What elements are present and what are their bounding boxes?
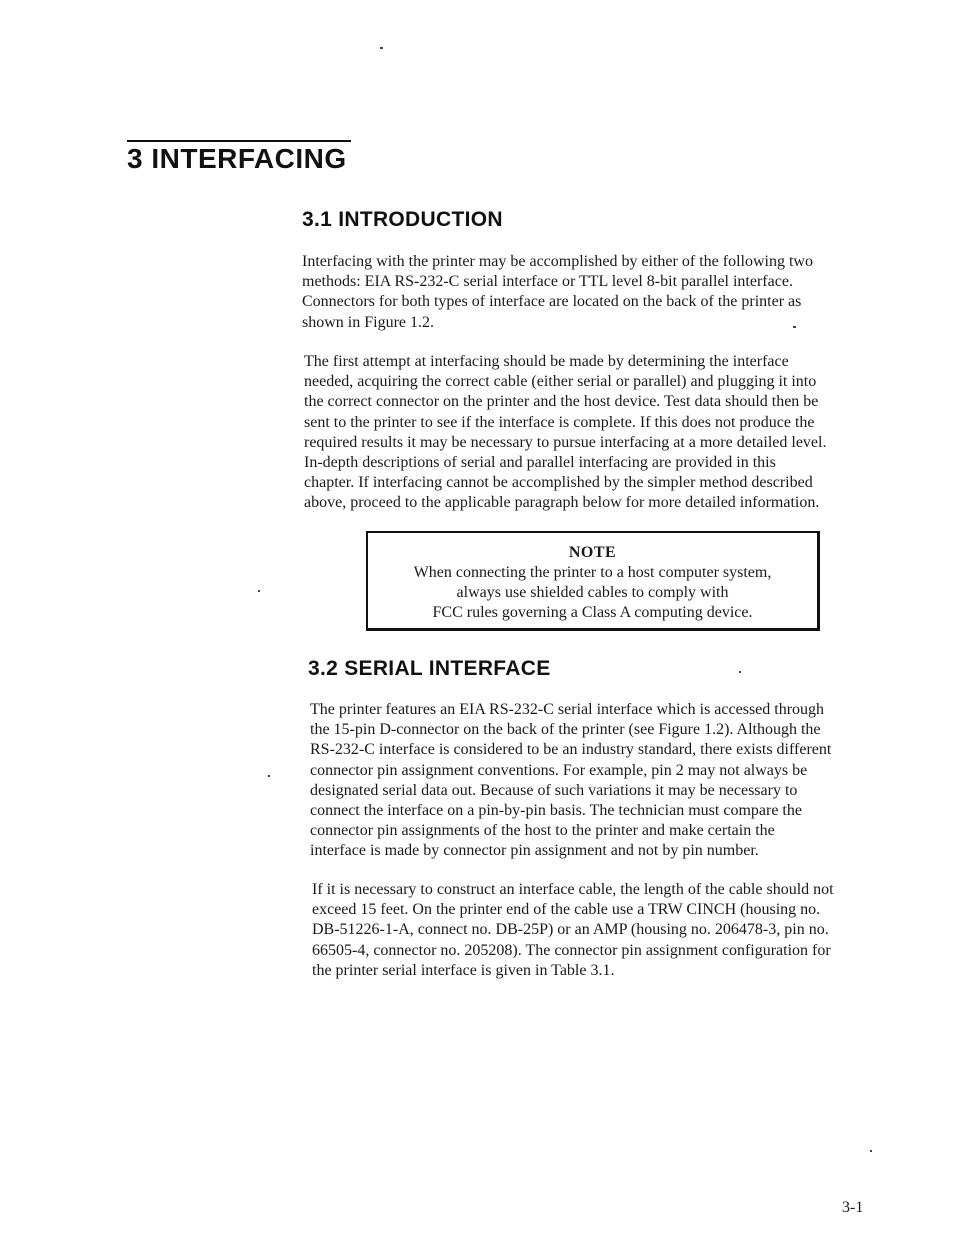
text-line: If it is necessary to construct an interface cable, the length of the cable should not xyxy=(312,881,834,898)
text-line: above, proceed to the applicable paragraph below for more detailed information. xyxy=(304,494,820,512)
note-text-line: When connecting the printer to a host computer system, xyxy=(413,564,772,581)
chapter-title: 3 INTERFACING xyxy=(127,143,347,174)
text-line: required results it may be necessary to pursue interfacing at a more detailed level. xyxy=(304,433,827,451)
text-line: The printer features an EIA RS-232-C serial interface which is accessed through xyxy=(310,701,825,718)
text-line: connector pin assignment conventions. For example, pin 2 may not always be xyxy=(310,761,808,779)
note-text-line: FCC rules governing a Class A computing device. xyxy=(432,604,753,621)
text-line: Interfacing with the printer may be accomplished by either of the following two xyxy=(302,253,813,270)
section-heading-introduction: 3.1 INTRODUCTION xyxy=(302,208,503,231)
text-line: chapter. If interfacing cannot be accomplished by the simpler method described xyxy=(304,474,813,492)
text-line: interface is made by connector pin assignment and not by pin number. xyxy=(310,842,759,860)
scan-speck xyxy=(380,47,383,49)
text-line: connector pin assignments of the host to the printer and make certain the xyxy=(310,822,775,840)
chapter-title-rule xyxy=(127,140,351,142)
text-line: methods: EIA RS-232-C serial interface or TTL level 8-bit parallel interface. xyxy=(302,273,793,291)
text-line: needed, acquiring the correct cable (either serial or parallel) and plugging it into xyxy=(304,373,817,391)
serial-paragraph-2 xyxy=(312,880,834,981)
scan-speck xyxy=(268,775,270,777)
note-box xyxy=(366,531,820,631)
scan-speck xyxy=(870,1150,872,1152)
note-text-line: always use shielded cables to comply with xyxy=(456,584,729,601)
section-heading-serial-interface: 3.2 SERIAL INTERFACE xyxy=(308,657,551,680)
text-line: Connectors for both types of interface are located on the back of the printer as xyxy=(302,293,802,311)
introduction-paragraph-1 xyxy=(302,252,813,333)
text-line: The first attempt at interfacing should be made by determining the interface xyxy=(304,353,789,370)
scan-speck xyxy=(258,590,260,592)
text-line: shown in Figure 1.2. xyxy=(302,313,434,331)
text-line: In-depth descriptions of serial and parallel interfacing are provided in this xyxy=(304,454,776,472)
text-line: sent to the printer to see if the interface is complete. If this does not produce the xyxy=(304,413,815,431)
note-title: NOTE xyxy=(568,544,617,561)
text-line: RS-232-C interface is considered to be an industry standard, there exists different xyxy=(310,741,832,759)
text-line: connect the interface on a pin-by-pin basis. The technician must compare the xyxy=(310,802,802,820)
serial-paragraph-1 xyxy=(310,700,831,862)
text-line: the printer serial interface is given in Table 3.1. xyxy=(312,961,615,979)
scan-speck xyxy=(739,671,741,673)
page-number: 3-1 xyxy=(842,1199,864,1216)
text-line: the correct connector on the printer and the host device. Test data should then be xyxy=(304,393,819,411)
text-line: 66505-4, connector no. 205208). The connector pin assignment configuration for xyxy=(312,941,831,959)
text-line: DB-51226-1-A, connect no. DB-25P) or an AMP (housing no. 206478-3, pin no. xyxy=(312,921,829,939)
scan-speck xyxy=(793,326,796,328)
text-line: the 15-pin D-connector on the back of the printer (see Figure 1.2). Although the xyxy=(310,721,821,739)
text-line: designated serial data out. Because of such variations it may be necessary to xyxy=(310,781,798,799)
text-line: exceed 15 feet. On the printer end of the cable use a TRW CINCH (housing no. xyxy=(312,901,821,919)
introduction-paragraph-2 xyxy=(304,352,826,514)
